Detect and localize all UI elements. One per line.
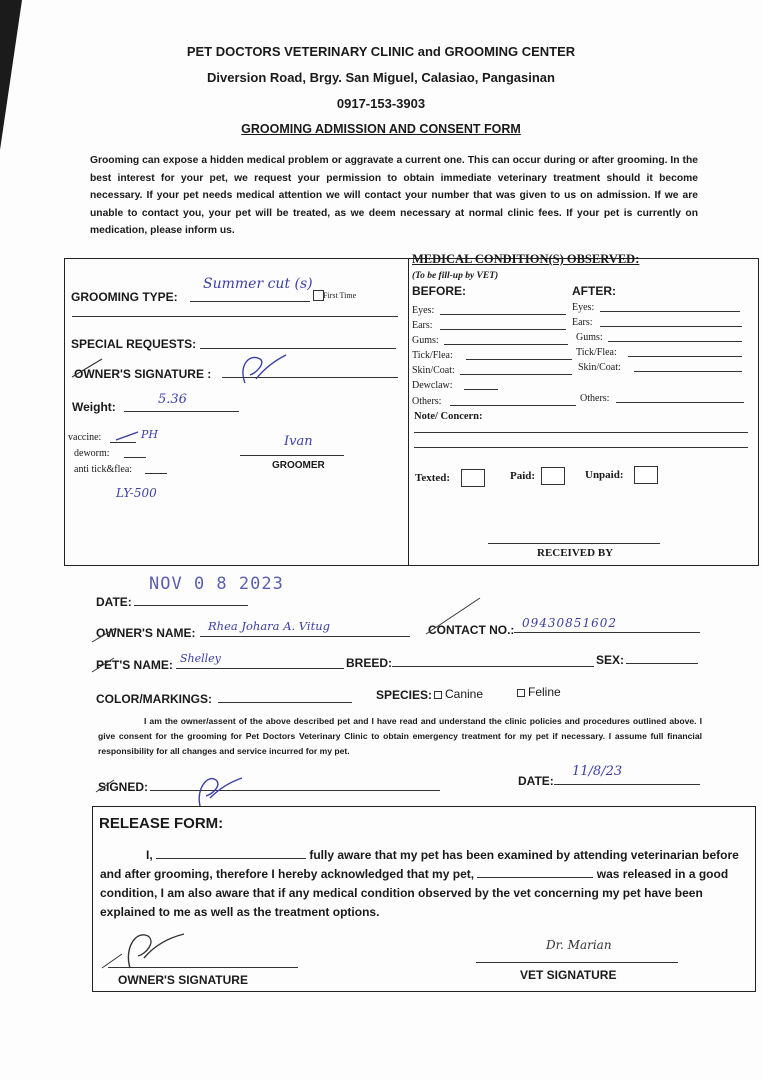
texted-checkbox[interactable] xyxy=(461,469,485,487)
before-gums-line xyxy=(444,344,568,345)
signed-label: SIGNED: xyxy=(98,780,149,794)
breed-label: BREED: xyxy=(346,656,393,670)
note-line-2 xyxy=(414,447,748,448)
consent-date-line xyxy=(554,784,700,785)
release-pet-blank[interactable] xyxy=(477,865,593,878)
before-tick-line xyxy=(466,359,572,360)
before-label: BEFORE: xyxy=(412,284,466,298)
note-concern-label: Note/ Concern: xyxy=(414,411,483,422)
sex-line xyxy=(626,663,698,664)
before-eyes-line xyxy=(440,314,566,315)
owner-signature-scrawl xyxy=(60,345,290,395)
sex-label: SEX: xyxy=(596,653,625,667)
groomer-name[interactable]: Ivan xyxy=(284,434,313,449)
clinic-name: PET DOCTORS VETERINARY CLINIC and GROOMING CENTER xyxy=(186,44,576,59)
grooming-type-value[interactable]: Summer cut (s) xyxy=(203,276,313,292)
consent-date-value[interactable]: 11/8/23 xyxy=(572,764,623,779)
vaccine-check-mark xyxy=(114,430,142,444)
canine-checkbox[interactable] xyxy=(434,691,442,699)
date-stamp: NOV 0 8 2023 xyxy=(149,574,284,594)
consent-date-label: DATE: xyxy=(518,774,554,788)
before-ears-label: Ears: xyxy=(412,320,433,331)
special-requests-label: SPECIAL REQUESTS: xyxy=(71,337,197,351)
medical-subtitle: (To be fill-up by VET) xyxy=(412,271,499,281)
after-eyes-line xyxy=(600,311,740,312)
consent-paragraph: I am the owner/assent of the above described pet and I have read and understand the clinic policies and procedures outlined above. I give consent for the grooming for Pet Doctors Veterinary Clinic to obtain emergency treatment for my pet if necessary. I assume full financial responsibility for all changes and service incurred for my pet. xyxy=(98,716,702,756)
before-tick-label: Tick/Flea: xyxy=(412,350,453,361)
texted-label: Texted: xyxy=(415,472,451,484)
feline-checkbox[interactable] xyxy=(517,689,525,697)
owner-name-value[interactable]: Rhea Johara A. Vitug xyxy=(208,619,330,633)
after-ears-label: Ears: xyxy=(572,317,593,328)
release-owner-signature-label: OWNER'S SIGNATURE xyxy=(118,973,248,987)
paid-label: Paid: xyxy=(510,470,536,482)
handwritten-note: LY-500 xyxy=(116,486,157,500)
date-label: DATE: xyxy=(96,595,132,609)
after-eyes-label: Eyes: xyxy=(572,302,595,313)
unpaid-label: Unpaid: xyxy=(585,469,624,481)
pet-name-value[interactable]: Shelley xyxy=(180,652,221,665)
after-tick-label: Tick/Flea: xyxy=(576,347,617,358)
deworm-label: deworm: xyxy=(74,448,110,459)
paid-checkbox[interactable] xyxy=(541,467,565,485)
after-skin-label: Skin/Coat: xyxy=(578,362,621,373)
clinic-address: Diversion Road, Brgy. San Miguel, Calasiao, Pangasinan xyxy=(207,70,555,85)
release-owner-signature-line xyxy=(108,967,298,968)
groomer-label: GROOMER xyxy=(272,460,325,471)
pet-name-label: PET'S NAME: xyxy=(96,658,173,672)
first-time-label: First Time xyxy=(323,291,357,300)
before-dewclaw-line xyxy=(464,389,498,390)
release-text-i: I, xyxy=(146,848,153,862)
color-markings-line xyxy=(218,702,352,703)
grooming-type-line xyxy=(190,301,310,302)
strike-marks xyxy=(86,596,506,676)
form-title: GROOMING ADMISSION AND CONSENT FORM xyxy=(241,122,521,136)
color-markings-label: COLOR/MARKINGS: xyxy=(96,692,212,706)
vet-signature-line xyxy=(476,962,678,963)
before-ears-line xyxy=(440,329,566,330)
contact-line xyxy=(514,632,700,633)
after-skin-line xyxy=(634,371,742,372)
groomer-line xyxy=(240,455,344,456)
canine-label: Canine xyxy=(445,687,484,701)
after-tick-line xyxy=(628,356,742,357)
contact-value[interactable]: 09430851602 xyxy=(522,616,617,630)
clinic-phone: 0917-153-3903 xyxy=(336,96,426,111)
weight-value[interactable]: 5.36 xyxy=(158,392,187,407)
feline-label: Feline xyxy=(528,685,561,699)
before-skin-line xyxy=(460,374,572,375)
before-gums-label: Gums: xyxy=(412,335,439,346)
vet-signature-label: VET SIGNATURE xyxy=(520,968,617,982)
after-others-label: Others: xyxy=(580,393,610,404)
grooming-type-label: GROOMING TYPE: xyxy=(71,290,178,304)
unpaid-checkbox[interactable] xyxy=(634,466,658,484)
deworm-line xyxy=(124,457,146,458)
anti-tick-line xyxy=(145,473,167,474)
release-text-3: was released in a good condition, I am also aware that if any medical condition observed by the vet concerning my pet have been explained to me as well as the treatment options. xyxy=(100,867,729,919)
before-eyes-label: Eyes: xyxy=(412,305,435,316)
after-gums-label: Gums: xyxy=(576,332,603,343)
box-divider xyxy=(408,259,409,565)
received-by-line xyxy=(488,543,660,544)
species-label: SPECIES: xyxy=(376,688,433,702)
received-by-label: RECEIVED BY xyxy=(537,547,614,559)
before-others-line xyxy=(450,405,576,406)
before-skin-label: Skin/Coat: xyxy=(412,365,455,376)
release-paragraph xyxy=(100,846,750,922)
weight-label: Weight: xyxy=(72,400,116,414)
before-others-label: Others: xyxy=(412,396,442,407)
contact-label: CONTACT NO.: xyxy=(428,623,515,637)
grooming-type-line-2 xyxy=(72,316,398,317)
vaccine-value[interactable]: PH xyxy=(141,428,158,441)
anti-tick-label: anti tick&flea: xyxy=(74,464,133,475)
vaccine-label: vaccine: xyxy=(68,432,102,443)
owner-name-label: OWNER'S NAME: xyxy=(96,626,196,640)
vet-signature-value: Dr. Marian xyxy=(546,938,612,952)
owner-signature-label: OWNER'S SIGNATURE : xyxy=(74,367,212,381)
medical-title: MEDICAL CONDITION(S) OBSERVED: xyxy=(412,252,640,266)
after-gums-line xyxy=(608,341,742,342)
release-title: RELEASE FORM: xyxy=(99,815,224,832)
release-owner-blank[interactable] xyxy=(156,846,306,859)
after-others-line xyxy=(616,402,744,403)
after-ears-line xyxy=(600,326,742,327)
note-line-1 xyxy=(414,432,748,433)
weight-line xyxy=(124,411,239,412)
before-dewclaw-label: Dewclaw: xyxy=(412,380,453,391)
intro-paragraph: Grooming can expose a hidden medical problem or aggravate a current one. This can occur during or after grooming. In the best interest for your pet, we request your permission to obtain immediate veterinary treatment should it become necessary. If your pet needs medical attention we will contact your number that was given to us on admission. If we are unable to contact you, your pet will be treated, as we deem necessary at normal clinic fees. If your pet is currently on medication, please inform us. xyxy=(90,155,698,236)
release-text-2: fully aware that my pet has been examined by attending veterinarian before and after grooming, therefore I hereby acknowledged that my pet, xyxy=(100,848,739,881)
after-label: AFTER: xyxy=(572,284,616,298)
